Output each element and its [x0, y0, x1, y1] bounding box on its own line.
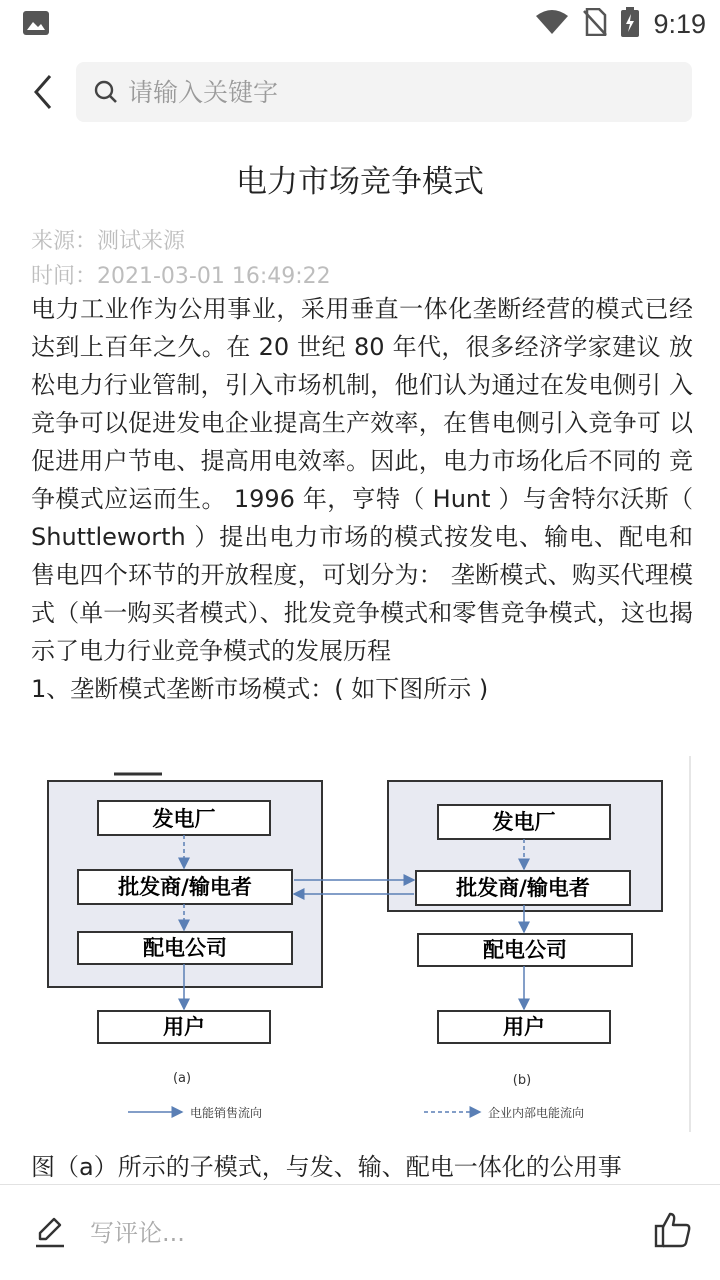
search-bar[interactable]: [76, 62, 692, 122]
monopoly-model-figure: [32, 754, 692, 1134]
distributor-label-b: 配电公司: [483, 938, 567, 962]
article-title: 电力市场竞争模式: [236, 164, 484, 200]
wifi-icon: [535, 9, 569, 39]
search-icon: [94, 80, 118, 104]
status-bar: [0, 0, 720, 48]
article-time: 时间：2021-03-01 16:49:22: [31, 264, 331, 289]
status-time: 9:19: [653, 8, 706, 39]
chevron-left-icon: [26, 72, 62, 112]
edit-icon[interactable]: [34, 1215, 66, 1249]
article-source: 来源：测试来源: [31, 229, 186, 254]
legend-dashed-label: 企业内部电能流向: [488, 1106, 585, 1120]
header: [0, 58, 720, 126]
search-input[interactable]: [128, 62, 668, 122]
back-button[interactable]: [26, 72, 62, 112]
article-paragraph: 电力工业作为公用事业，采用垂直一体化垄断经营的模式已经达到上百年之久。在 20 世纪 80 年代，很多经济学家建议 放松电力行业管制，引入市场机制，他们认为通过在发电侧引 入竞争可以促进发电企业提高生产效率，在售电侧引入竞争可 以促进用户节电、提高用电效率。因此，电力市场化后不同的 竞争模式应运而生。 1996 年，亨特（ Hunt ）与舍特尔沃斯（ Shuttleworth ）提出电力市场的模式按发电、输电、配电和 售电四个环节的开放程度，可划分为： 垄断模式、购买代理模 式（单一购买者模式）、批发竞争模式和零售竞争模式，这也揭 示了电力行业竞争模式的发展历程: [31, 295, 693, 665]
wholesaler-label-b: 批发商/输电者: [456, 876, 590, 900]
bottom-bar: [0, 1184, 720, 1280]
distributor-label-a: 配电公司: [143, 936, 227, 960]
wholesaler-label-a: 批发商/输电者: [118, 875, 252, 899]
image-icon: [22, 10, 50, 36]
legend-solid-label: 电能销售流向: [190, 1106, 263, 1120]
generator-label-b: 发电厂: [492, 810, 556, 834]
status-icons: [535, 6, 706, 42]
battery-charging-icon: [621, 7, 639, 41]
thumbs-up-icon: [654, 1211, 692, 1249]
user-label-b: 用户: [503, 1015, 545, 1039]
article-body: [31, 290, 693, 708]
sub-label-a: (a): [172, 1071, 192, 1086]
sub-label-b: (b): [512, 1073, 532, 1088]
article-caption-text: 图（a）所示的子模式，与发、输、配电一体化的公用事: [31, 1153, 622, 1181]
no-sim-icon: [583, 8, 607, 40]
generator-label-a: 发电厂: [152, 807, 216, 831]
comment-input[interactable]: 写评论...: [90, 1219, 185, 1247]
user-label-a: 用户: [163, 1015, 205, 1039]
like-button[interactable]: [654, 1211, 692, 1249]
article-item-1: 1、垄断模式垄断市场模式：( 如下图所示 ): [31, 675, 489, 703]
